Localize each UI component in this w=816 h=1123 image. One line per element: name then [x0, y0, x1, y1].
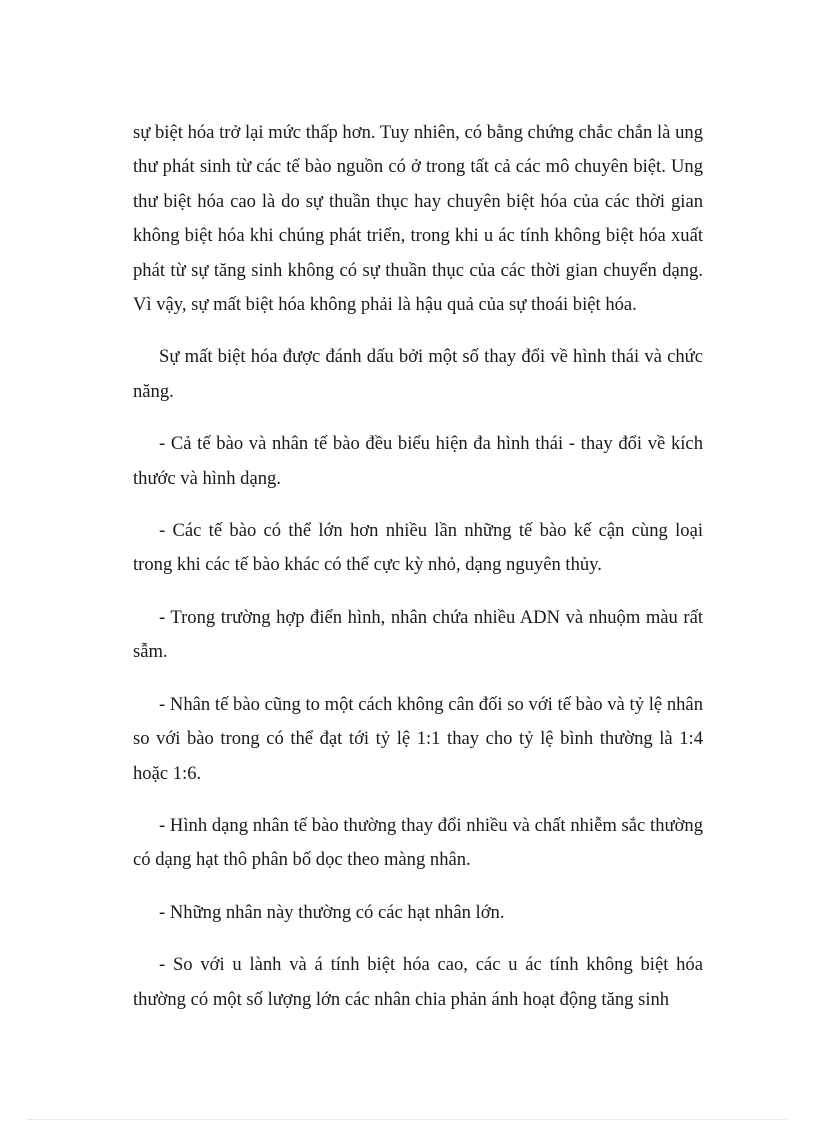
paragraph-8: - Những nhân này thường có các hạt nhân lớn.	[159, 901, 505, 923]
paragraph-4: - Các tế bào có thể lớn hơn nhiều lần những tế bào kế cận cùng loại trong khi các tế bào khác có thể cực kỳ nhỏ, dạng nguyên thủy.	[133, 520, 703, 576]
paragraph-1: sự biệt hóa trở lại mức thấp hơn. Tuy nhiên, có bằng chứng chắc chắn là ung thư phát sinh từ các tế bào nguồn có ở trong tất cả các mô chuyên biệt. Ung thư biệt hóa cao là do sự thuần thục hay chuyên biệt hóa của các thời gian không biệt hóa khi chúng phát triển, trong khi u ác tính không biệt hóa xuất phát từ sự tăng sinh không có sự thuần thục của các thời gian chuyển dạng. Vì vậy, sự mất biệt hóa không phải là hậu quả của sự thoái biệt hóa.	[133, 122, 703, 316]
paragraph-7: - Hình dạng nhân tế bào thường thay đổi nhiều và chất nhiễm sắc thường có dạng hạt thô phân bố dọc theo màng nhân.	[133, 814, 703, 871]
paragraph-2: Sự mất biệt hóa được đánh dấu bởi một số thay đổi về hình thái và chức năng.	[133, 346, 703, 402]
body-text	[133, 116, 703, 1035]
page-bottom-divider	[28, 1119, 788, 1120]
paragraph-5: - Trong trường hợp điển hình, nhân chứa nhiều ADN và nhuộm màu rất sẫm.	[133, 606, 703, 663]
paragraph-9: - So với u lành và á tính biệt hóa cao, các u ác tính không biệt hóa thường có một số lượng lớn các nhân chia phản ánh hoạt động tăng sinh	[133, 954, 703, 1010]
paragraph-6: - Nhân tế bào cũng to một cách không cân đối so với tế bào và tỷ lệ nhân so với bào trong có thể đạt tới tỷ lệ 1:1 thay cho tỷ lệ bình thường là 1:4 hoặc 1:6.	[133, 693, 703, 784]
paragraph-3: - Cả tế bào và nhân tế bào đều biểu hiện đa hình thái - thay đổi về kích thước và hình dạng.	[133, 433, 703, 489]
